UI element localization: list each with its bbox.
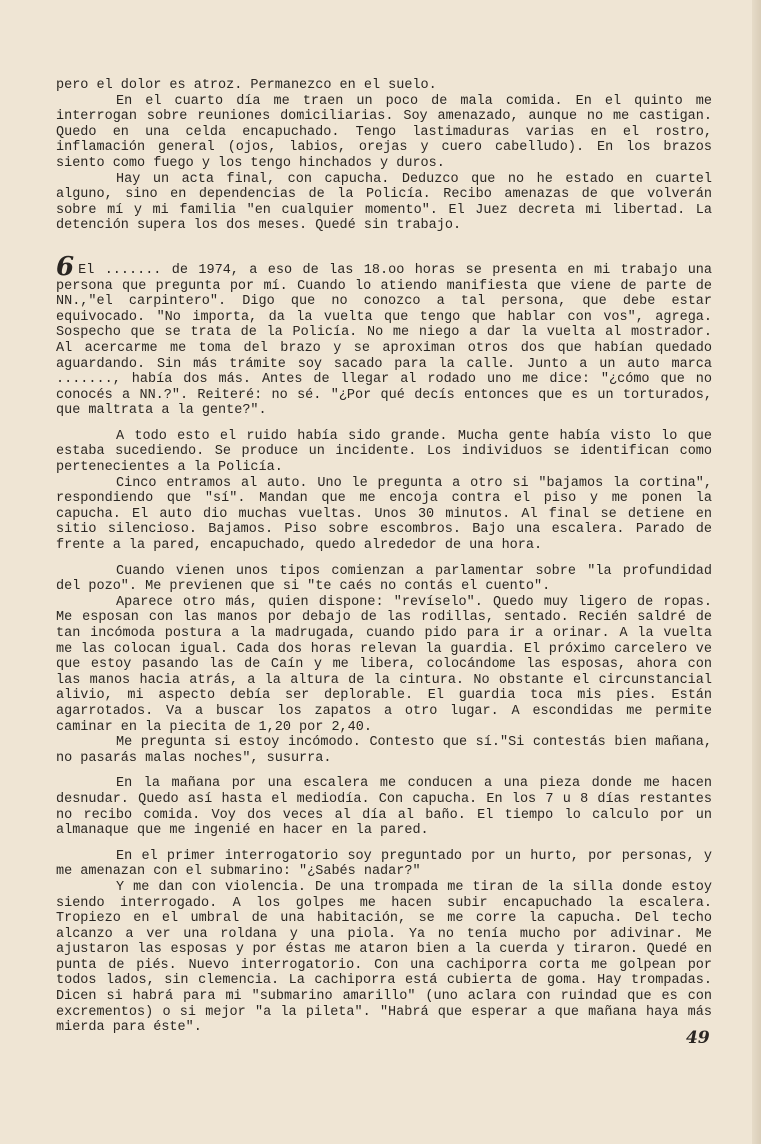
body-text	[56, 78, 712, 1036]
paragraph: Me pregunta si estoy incómodo. Contesto que sí."Si contestás bien mañana, no pasarás malas noches", susurra.	[56, 735, 712, 766]
paragraph: Cinco entramos al auto. Uno le pregunta a otro si "bajamos la cortina", respondiendo que "sí". Mandan que me encoja contra el piso y me ponen la capucha. El auto dio muchas vueltas. Unos 30 minutos. Al final se detiene en sitio silencioso. Bajamos. Piso sobre escombros. Bajo una escalera. Parado de frente a la pared, encapuchado, quedo alrededor de una hora.	[56, 475, 712, 554]
paragraph: En la mañana por una escalera me conducen a una pieza donde me hacen desnudar. Quedo así hasta el mediodía. Con capucha. En los 7 u 8 días restantes no recibo comida. Voy dos veces al día al baño. El tiempo lo calculo por un almanaque que me ingenié en hacer en la pared.	[56, 776, 712, 839]
paragraph: Y me dan con violencia. De una trompada me tiran de la silla donde estoy siendo interrogado. A los golpes me hacen subir encapuchado la escalera. Tropiezo en el umbral de una habitación, se me corre la capucha. Del techo alcanzo a ver una roldana y una piola. Ya no tenía mucho por adivinar. Me ajustaron las esposas y por éstas me ataron bien a la cuerda y tiraron. Quedé en punta de piés. Nuevo interrogatorio. Con una cachiporra corta me golpean por todos lados, sin clemencia. La cachiporra está cubierta de goma. Hay trompadas. Dicen si habrá para mi "submarino amarillo" (uno aclara con ruindad que es con excrementos) o si mejor "a la pileta". "Habrá que esperar a que mañana haya más mierda para éste".	[56, 879, 712, 1036]
paragraph: A todo esto el ruido había sido grande. Mucha gente había visto lo que estaba sucediendo. Se produce un incidente. Los individuos se identifican como pertenecientes a la Policía.	[56, 428, 712, 476]
paragraph: Cuando vienen unos tipos comienzan a parlamentar sobre "la profundidad del pozo". Me previenen que si "te caés no contás el cuento".	[56, 563, 712, 595]
paragraph: Hay un acta final, con capucha. Deduzco que no he estado en cuartel alguno, sino en dependencias de la Policía. Recibo amenazas de que volverán sobre mí y mi familia "en cualquier momento". El Juez decreta mi libertad. La detención supera los dos meses. Quedé sin trabajo.	[56, 171, 712, 234]
page-number: 49	[686, 1028, 710, 1048]
paragraph-text: El ....... de 1974, a eso de las 18.oo horas se presenta en mi trabajo una persona que pregunta por mí. Cuando lo atiendo manifiesta que viene de parte de NN.,"el carpintero". Digo que no conozco a tal persona, que debe estar equivocado. "No importa, da la vuelta que tengo que hablar con vos", agrega. Sospecho que se trata de la Policía. No me niego a dar la vuelta al mostrador. Al acercarme me toma del brazo y se aproximan otros dos que habían quedado aguardando. Sin más trámite soy sacado para la calle. Junto a un auto marca ......., había dos más. Antes de llegar al rodado uno me dice: "¿cómo que no conocés a NN.?". Reiteré: no sé. "¿Por qué decís entonces que es un torturados, que maltrata a la gente?".	[56, 262, 712, 419]
section-number: 6	[56, 251, 75, 282]
paragraph: En el primer interrogatorio soy preguntado por un hurto, por personas, y me amenazan con el submarino: "¿Sabés nadar?"	[56, 848, 712, 880]
paragraph: Aparece otro más, quien dispone: "revíselo". Quedo muy ligero de ropas. Me esposan con las manos por debajo de las rodillas, sentado. Recién saldré de tan incómoda postura a la madrugada, cuando pido para ir a orinar. A la vuelta me las colocan igual. Cada dos horas relevan la guardia. El próximo carcelero ve que estoy pasando las de Caín y me libera, colocándome las esposas, ahora con las manos hacia atrás, a la altura de la cintura. No obstante el circunstancial alivio, mi aspecto debía ser deplorable. El guardia toca mis pies. Están agarrotados. Va a buscar los zapatos a otro lugar. A escondidas me permite caminar en la piecita de 1,20 por 2,40.	[56, 594, 712, 735]
page-edge	[752, 0, 761, 1144]
section-paragraph	[56, 251, 712, 419]
paragraph: En el cuarto día me traen un poco de mala comida. En el quinto me interrogan sobre reuniones domiciliarias. Soy amenazado, aunque no me castigan. Quedo en una celda encapuchado. Tengo lastimaduras varias en el rostro, inflamación general (ojos, labios, orejas y cuero cabelludo). En los brazos siento como fuego y los tengo hinchados y duros.	[56, 93, 712, 171]
paragraph: pero el dolor es atroz. Permanezco en el suelo.	[56, 78, 437, 93]
